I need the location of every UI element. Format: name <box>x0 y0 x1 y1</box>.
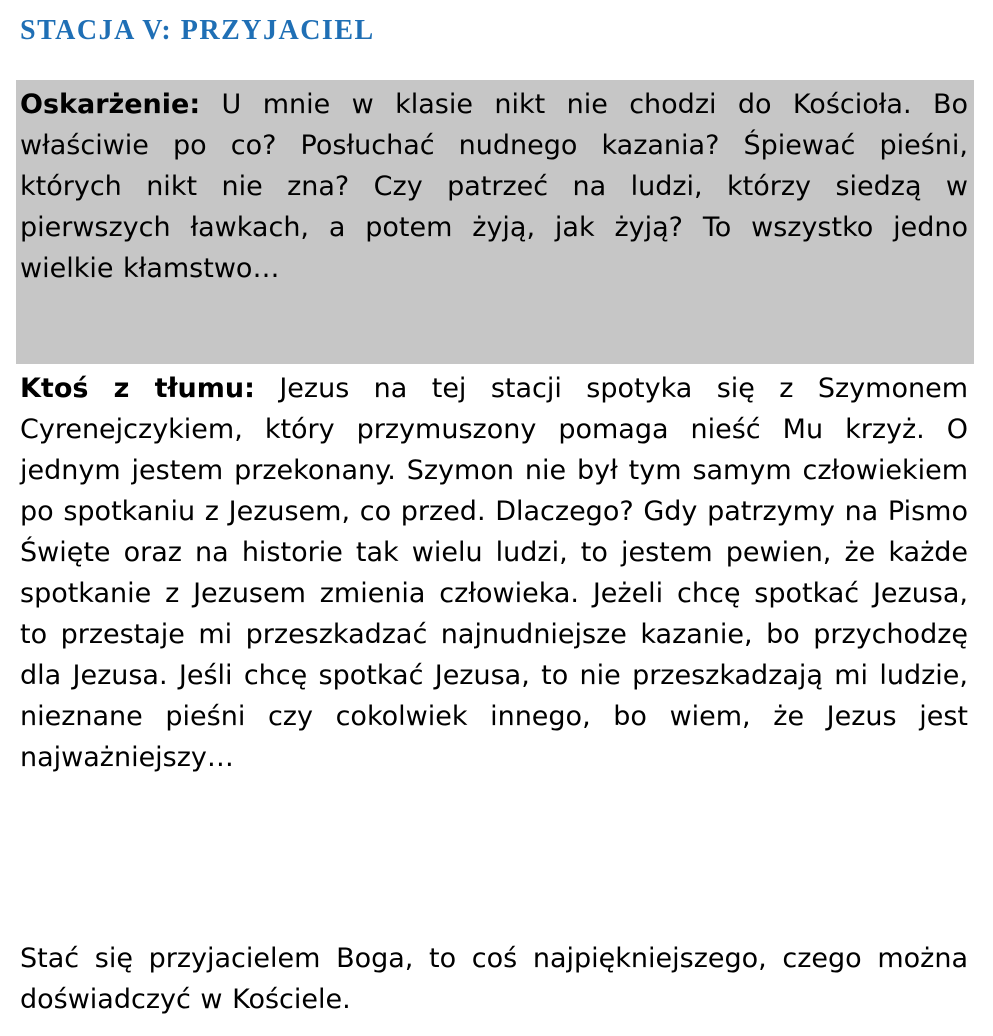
accusation-paragraph <box>20 84 968 289</box>
accusation-box <box>16 80 974 364</box>
closing-paragraph: Stać się przyjacielem Boga, to coś najpiękniejszego, czego można doświadczyć w Kościele. <box>20 943 968 1015</box>
crowd-label: Ktoś z tłumu: <box>20 373 255 404</box>
crowd-paragraph <box>20 368 968 778</box>
accusation-label: Oskarżenie: <box>20 89 201 120</box>
crowd-block <box>20 368 968 778</box>
station-title: STACJA V: PRZYJACIEL <box>20 15 375 46</box>
closing-block <box>20 938 968 1020</box>
accusation-text: U mnie w klasie nikt nie chodzi do Kościoła. Bo właściwie po co? Posłuchać nudnego kazania? Śpiewać pieśni, których nikt nie zna? Czy patrzeć na ludzi, którzy siedzą w pierwszych ławkach, a potem żyją, jak żyją? To wszystko jedno wielkie kłamstwo… <box>20 89 968 284</box>
crowd-text: Jezus na tej stacji spotyka się z Szymonem Cyrenejczykiem, który przymuszony pomaga nieść Mu krzyż. O jednym jestem przekonany. Szymon nie był tym samym człowiekiem po spotkaniu z Jezusem, co przed. Dlaczego? Gdy patrzymy na Pismo Święte oraz na historie tak wielu ludzi, to jestem pewien, że każde spotkanie z Jezusem zmienia człowieka. Jeżeli chcę spotkać Jezusa, to przestaje mi przeszkadzać najnudniejsze kazanie, bo przychodzę dla Jezusa. Jeśli chcę spotkać Jezusa, to nie przeszkadzają mi ludzie, nieznane pieśni czy cokolwiek innego, bo wiem, że Jezus jest najważniejszy… <box>20 373 968 773</box>
